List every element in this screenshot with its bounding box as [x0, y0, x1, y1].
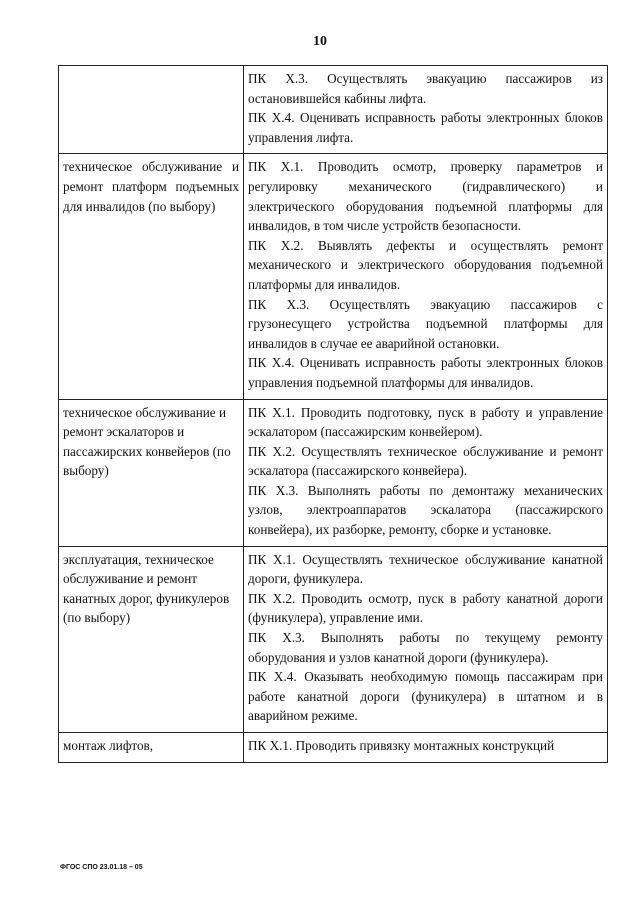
table-row: [59, 154, 608, 399]
table-row: [59, 546, 608, 732]
competency-item: ПК Х.4. Оказывать необходимую помощь пассажирам при работе канатной дороги (фуникулера) в штатном и в аварийном режиме.: [248, 669, 603, 724]
competencies-cell: [244, 733, 608, 763]
competencies-cell: [244, 399, 608, 546]
page-number: 10: [313, 34, 327, 49]
table-row: [59, 66, 608, 154]
competency-item: ПК Х.1. Проводить подготовку, пуск в работу и управление эскалатором (пассажирским конвейером).: [248, 404, 603, 440]
competency-item: ПК Х.3. Выполнять работы по демонтажу механических узлов, электроаппаратов эскалатора (пассажирского конвейера), их разборке, ремонту, сборке и установке.: [248, 482, 603, 538]
competencies-table: [58, 65, 608, 763]
competencies-cell: [244, 154, 608, 399]
activity-cell: эксплуатация, техническое обслуживание и ремонт канатных дорог, фуникулеров (по выбору): [59, 546, 244, 732]
competency-item: ПК Х.2. Выявлять дефекты и осуществлять ремонт механического и электрического оборудования подъемной платформы для инвалидов.: [248, 237, 603, 292]
activity-cell: [59, 66, 244, 154]
competencies-cell: [244, 546, 608, 732]
activity-cell: техническое обслуживание и ремонт платформ подъемных для инвалидов (по выбору): [59, 154, 244, 399]
competencies-cell: [244, 66, 608, 154]
competency-item: ПК Х.4. Оценивать исправность работы электронных блоков управления подъемной платформы для инвалидов.: [248, 355, 603, 390]
competency-item: ПК Х.2. Проводить осмотр, пуск в работу канатной дороги (фуникулера), управление ими.: [248, 590, 603, 626]
table-row: [59, 399, 608, 546]
activity-cell: техническое обслуживание и ремонт эскалаторов и пассажирских конвейеров (по выбору): [59, 399, 244, 546]
competency-item: ПК Х.1. Проводить привязку монтажных конструкций: [248, 738, 555, 753]
competency-item: ПК Х.1. Осуществлять техническое обслуживание канатной дороги, фуникулера.: [248, 551, 603, 587]
competency-item: ПК Х.3. Выполнять работы по текущему ремонту оборудования и узлов канатной дороги (фуникулера).: [248, 630, 603, 665]
document-code-footer: ФГОС СПО 23.01.18 – 05: [60, 864, 143, 871]
activity-cell: монтаж лифтов,: [59, 733, 244, 763]
competency-item: ПК Х.1. Проводить осмотр, проверку параметров и регулировку механического (гидравлического) и электрического оборудования подъемной платформы для инвалидов, в том числе устройств безопасности.: [248, 159, 603, 234]
competency-item: ПК Х.3. Осуществлять эвакуацию пассажиров из остановившейся кабины лифта.: [248, 71, 603, 106]
competency-item: ПК Х.3. Осуществлять эвакуацию пассажиров с грузонесущего устройства подъемной платформы для инвалидов в случае ее аварийной остановки.: [248, 296, 603, 351]
competency-item: ПК Х.2. Осуществлять техническое обслуживание и ремонт эскалатора (пассажирского конвейера).: [248, 443, 603, 479]
competency-item: ПК Х.4. Оценивать исправность работы электронных блоков управления лифта.: [248, 110, 603, 145]
table-row: [59, 733, 608, 763]
